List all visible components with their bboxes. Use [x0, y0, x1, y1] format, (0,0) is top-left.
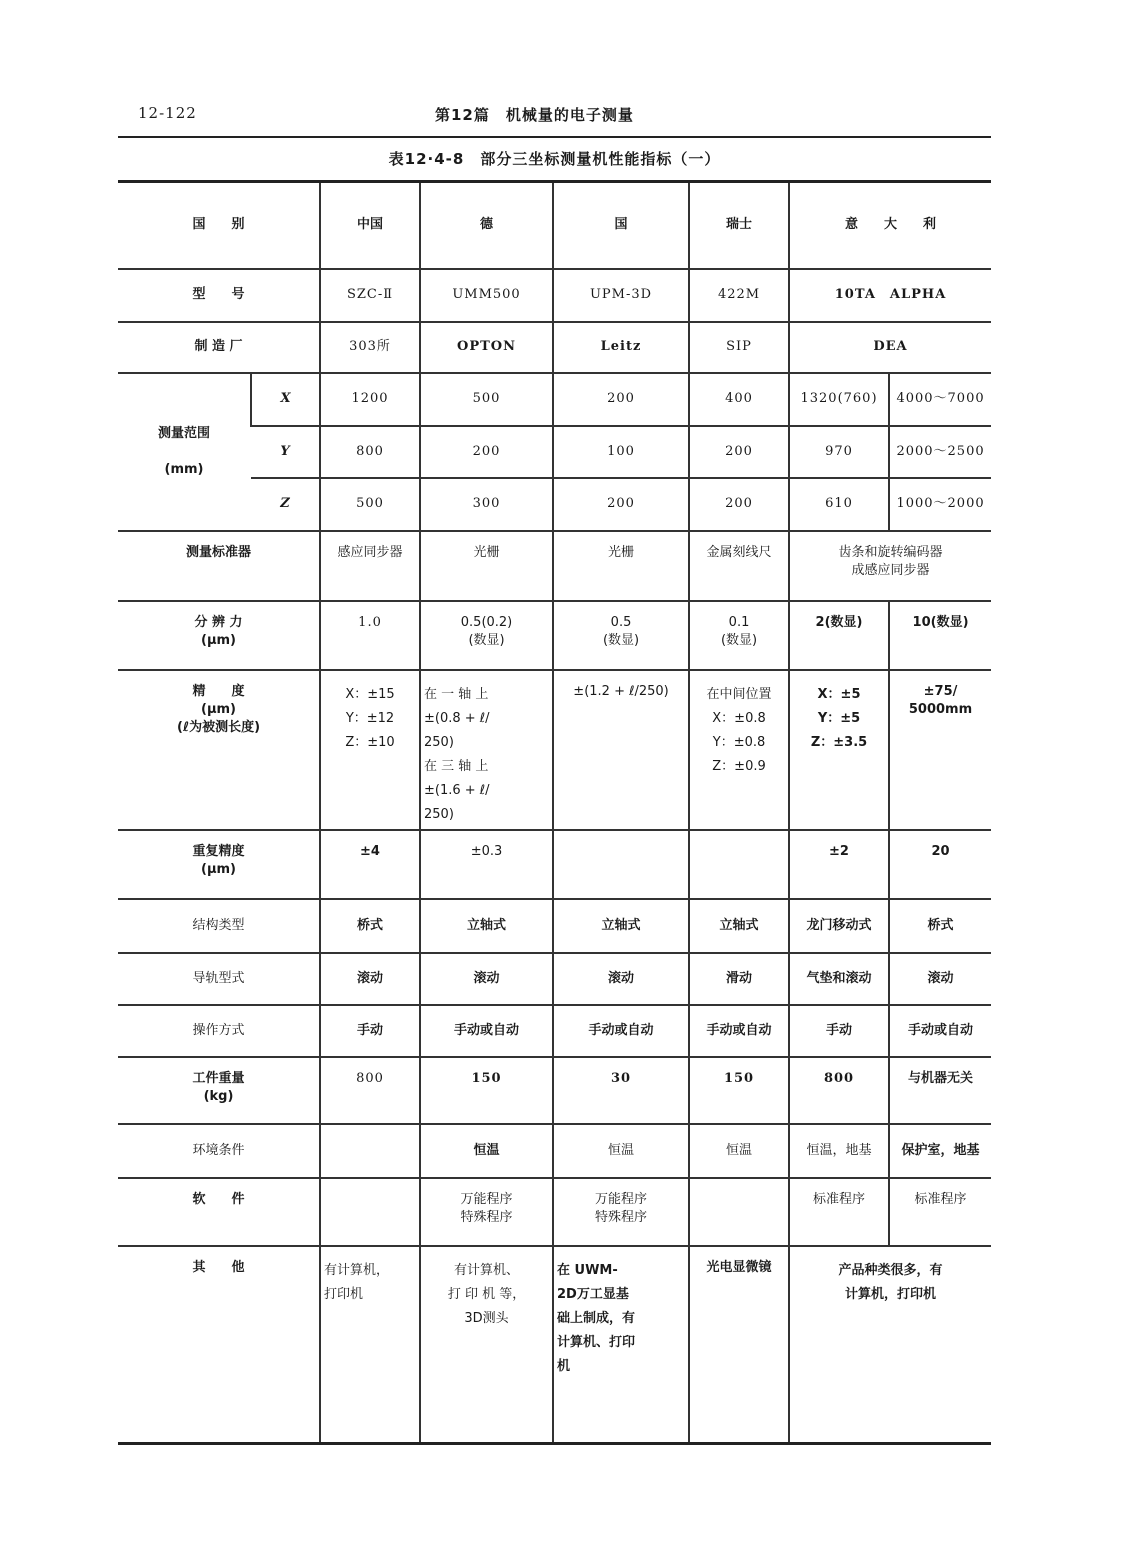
cell: ±75/ 5000mm — [889, 670, 991, 830]
row-structure — [118, 899, 991, 953]
row-environment — [118, 1124, 991, 1178]
cell: 齿条和旋转编码器 成感应同步器 — [789, 531, 991, 601]
row-label: 软 件 — [118, 1178, 320, 1246]
cell: 光栅 — [553, 531, 689, 601]
cell: 手动或自动 — [553, 1005, 689, 1057]
cell: 2(数显) — [789, 601, 889, 670]
cell: 龙门移动式 — [789, 899, 889, 953]
cell: 意 大 利 — [789, 182, 991, 269]
cell: 200 — [553, 373, 689, 426]
cell — [320, 1178, 420, 1246]
cell: ±4 — [320, 830, 420, 899]
cell: 4000～7000 — [889, 373, 991, 426]
cell: 滚动 — [420, 953, 553, 1005]
cell: 桥式 — [320, 899, 420, 953]
row-accuracy — [118, 670, 991, 830]
row-resolution — [118, 601, 991, 670]
cell: 滚动 — [320, 953, 420, 1005]
table-title: 表12·4-8 部分三坐标测量机性能指标（一） — [388, 150, 721, 168]
row-software — [118, 1178, 991, 1246]
cell: 970 — [789, 426, 889, 478]
row-range-x — [118, 373, 991, 426]
page-number: 12-122 — [138, 104, 197, 122]
page-header — [120, 104, 990, 132]
row-label: 测量标准器 — [118, 531, 320, 601]
cell: 手动或自动 — [689, 1005, 789, 1057]
row-maker — [118, 322, 991, 373]
cell: 1000～2000 — [889, 478, 991, 531]
cell: 150 — [420, 1057, 553, 1124]
cell: 气垫和滚动 — [789, 953, 889, 1005]
cell: 0.1 (数显) — [689, 601, 789, 670]
cell: 光栅 — [420, 531, 553, 601]
cell: 500 — [420, 373, 553, 426]
row-standard — [118, 531, 991, 601]
cell: 200 — [689, 426, 789, 478]
row-label: 国 别 — [118, 182, 320, 269]
cell: 立轴式 — [689, 899, 789, 953]
cell: 400 — [689, 373, 789, 426]
cell: 300 — [420, 478, 553, 531]
cell: SZC-Ⅱ — [320, 269, 420, 322]
cell: 恒温，地基 — [789, 1124, 889, 1178]
cell: ±(1.2 + ℓ/250) — [553, 670, 689, 830]
cell: 手动或自动 — [420, 1005, 553, 1057]
cell: 立轴式 — [553, 899, 689, 953]
row-label: 结构类型 — [118, 899, 320, 953]
cell: 800 — [320, 426, 420, 478]
row-label: 型 号 — [118, 269, 320, 322]
cell: UPM-3D — [553, 269, 689, 322]
cell: 100 — [553, 426, 689, 478]
cell: ±2 — [789, 830, 889, 899]
axis-label: X — [251, 373, 320, 426]
cell: 在中间位置 X：±0.8 Y：±0.8 Z：±0.9 — [689, 670, 789, 830]
cell: 手动 — [789, 1005, 889, 1057]
row-label: 精 度 (μm) (ℓ为被测长度) — [118, 670, 320, 830]
cell: 标准程序 — [889, 1178, 991, 1246]
row-operation — [118, 1005, 991, 1057]
cell: 滑动 — [689, 953, 789, 1005]
cell: 保护室，地基 — [889, 1124, 991, 1178]
cell — [553, 830, 689, 899]
cell: 标准程序 — [789, 1178, 889, 1246]
cell: 在 UWM- 2D万工显基 础上制成，有 计算机、打印 机 — [553, 1246, 689, 1444]
cell: 200 — [553, 478, 689, 531]
cell: 303所 — [320, 322, 420, 373]
spec-table — [118, 180, 991, 1445]
cell: 2000～2500 — [889, 426, 991, 478]
cell: 立轴式 — [420, 899, 553, 953]
cell: 感应同步器 — [320, 531, 420, 601]
cell: 1320(760) — [789, 373, 889, 426]
cell: 0.5 (数显) — [553, 601, 689, 670]
row-label: 操作方式 — [118, 1005, 320, 1057]
axis-label: Y — [251, 426, 320, 478]
cell: 10(数显) — [889, 601, 991, 670]
row-guide — [118, 953, 991, 1005]
cell: 200 — [689, 478, 789, 531]
cell: 德 — [420, 182, 553, 269]
cell: 恒温 — [553, 1124, 689, 1178]
cell: 桥式 — [889, 899, 991, 953]
cell — [689, 830, 789, 899]
cell: DEA — [789, 322, 991, 373]
cell: 在 一 轴 上 ±(0.8 + ℓ/ 250) 在 三 轴 上 ±(1.6 + ℓ/ 250) — [420, 670, 553, 830]
cell: 610 — [789, 478, 889, 531]
cell: 万能程序 特殊程序 — [420, 1178, 553, 1246]
cell: 恒温 — [689, 1124, 789, 1178]
cell: 422M — [689, 269, 789, 322]
cell: 150 — [689, 1057, 789, 1124]
cell: 万能程序 特殊程序 — [553, 1178, 689, 1246]
cell: 有计算机、 打 印 机 等， 3D测头 — [420, 1246, 553, 1444]
cell: UMM500 — [420, 269, 553, 322]
cell: 10TA ALPHA — [789, 269, 991, 322]
row-label: 分 辨 力 (μm) — [118, 601, 320, 670]
cell: 有计算机， 打印机 — [320, 1246, 420, 1444]
cell: 国 — [553, 182, 689, 269]
row-country — [118, 182, 991, 269]
cell: Leitz — [553, 322, 689, 373]
row-label: 测量范围 (mm) — [118, 373, 251, 531]
cell: X：±15 Y：±12 Z：±10 — [320, 670, 420, 830]
cell — [689, 1178, 789, 1246]
cell: 恒温 — [420, 1124, 553, 1178]
cell — [320, 1124, 420, 1178]
cell: 0.5(0.2) (数显) — [420, 601, 553, 670]
cell: 中国 — [320, 182, 420, 269]
row-label: 环境条件 — [118, 1124, 320, 1178]
cell: 1.0 — [320, 601, 420, 670]
cell: 与机器无关 — [889, 1057, 991, 1124]
row-label: 工件重量 (kg) — [118, 1057, 320, 1124]
cell: SIP — [689, 322, 789, 373]
cell: 20 — [889, 830, 991, 899]
cell: 30 — [553, 1057, 689, 1124]
cell: 滚动 — [889, 953, 991, 1005]
cell: 瑞士 — [689, 182, 789, 269]
cell: 手动或自动 — [889, 1005, 991, 1057]
cell: OPTON — [420, 322, 553, 373]
cell: X：±5 Y：±5 Z：±3.5 — [789, 670, 889, 830]
cell: 手动 — [320, 1005, 420, 1057]
cell: ±0.3 — [420, 830, 553, 899]
row-label: 其 他 — [118, 1246, 320, 1444]
row-weight — [118, 1057, 991, 1124]
cell: 500 — [320, 478, 420, 531]
cell: 800 — [789, 1057, 889, 1124]
cell: 滚动 — [553, 953, 689, 1005]
cell: 产品种类很多，有 计算机，打印机 — [789, 1246, 991, 1444]
axis-label: Z — [251, 478, 320, 531]
row-label: 导轨型式 — [118, 953, 320, 1005]
cell: 1200 — [320, 373, 420, 426]
row-label: 重复精度 (μm) — [118, 830, 320, 899]
cell: 200 — [420, 426, 553, 478]
row-model — [118, 269, 991, 322]
cell: 光电显微镜 — [689, 1246, 789, 1444]
row-repeatability — [118, 830, 991, 899]
header-rule — [118, 136, 991, 138]
cell: 800 — [320, 1057, 420, 1124]
chapter-title: 第12篇 机械量的电子测量 — [435, 106, 634, 124]
row-label: 制 造 厂 — [118, 322, 320, 373]
cell: 金属刻线尺 — [689, 531, 789, 601]
row-other — [118, 1246, 991, 1444]
